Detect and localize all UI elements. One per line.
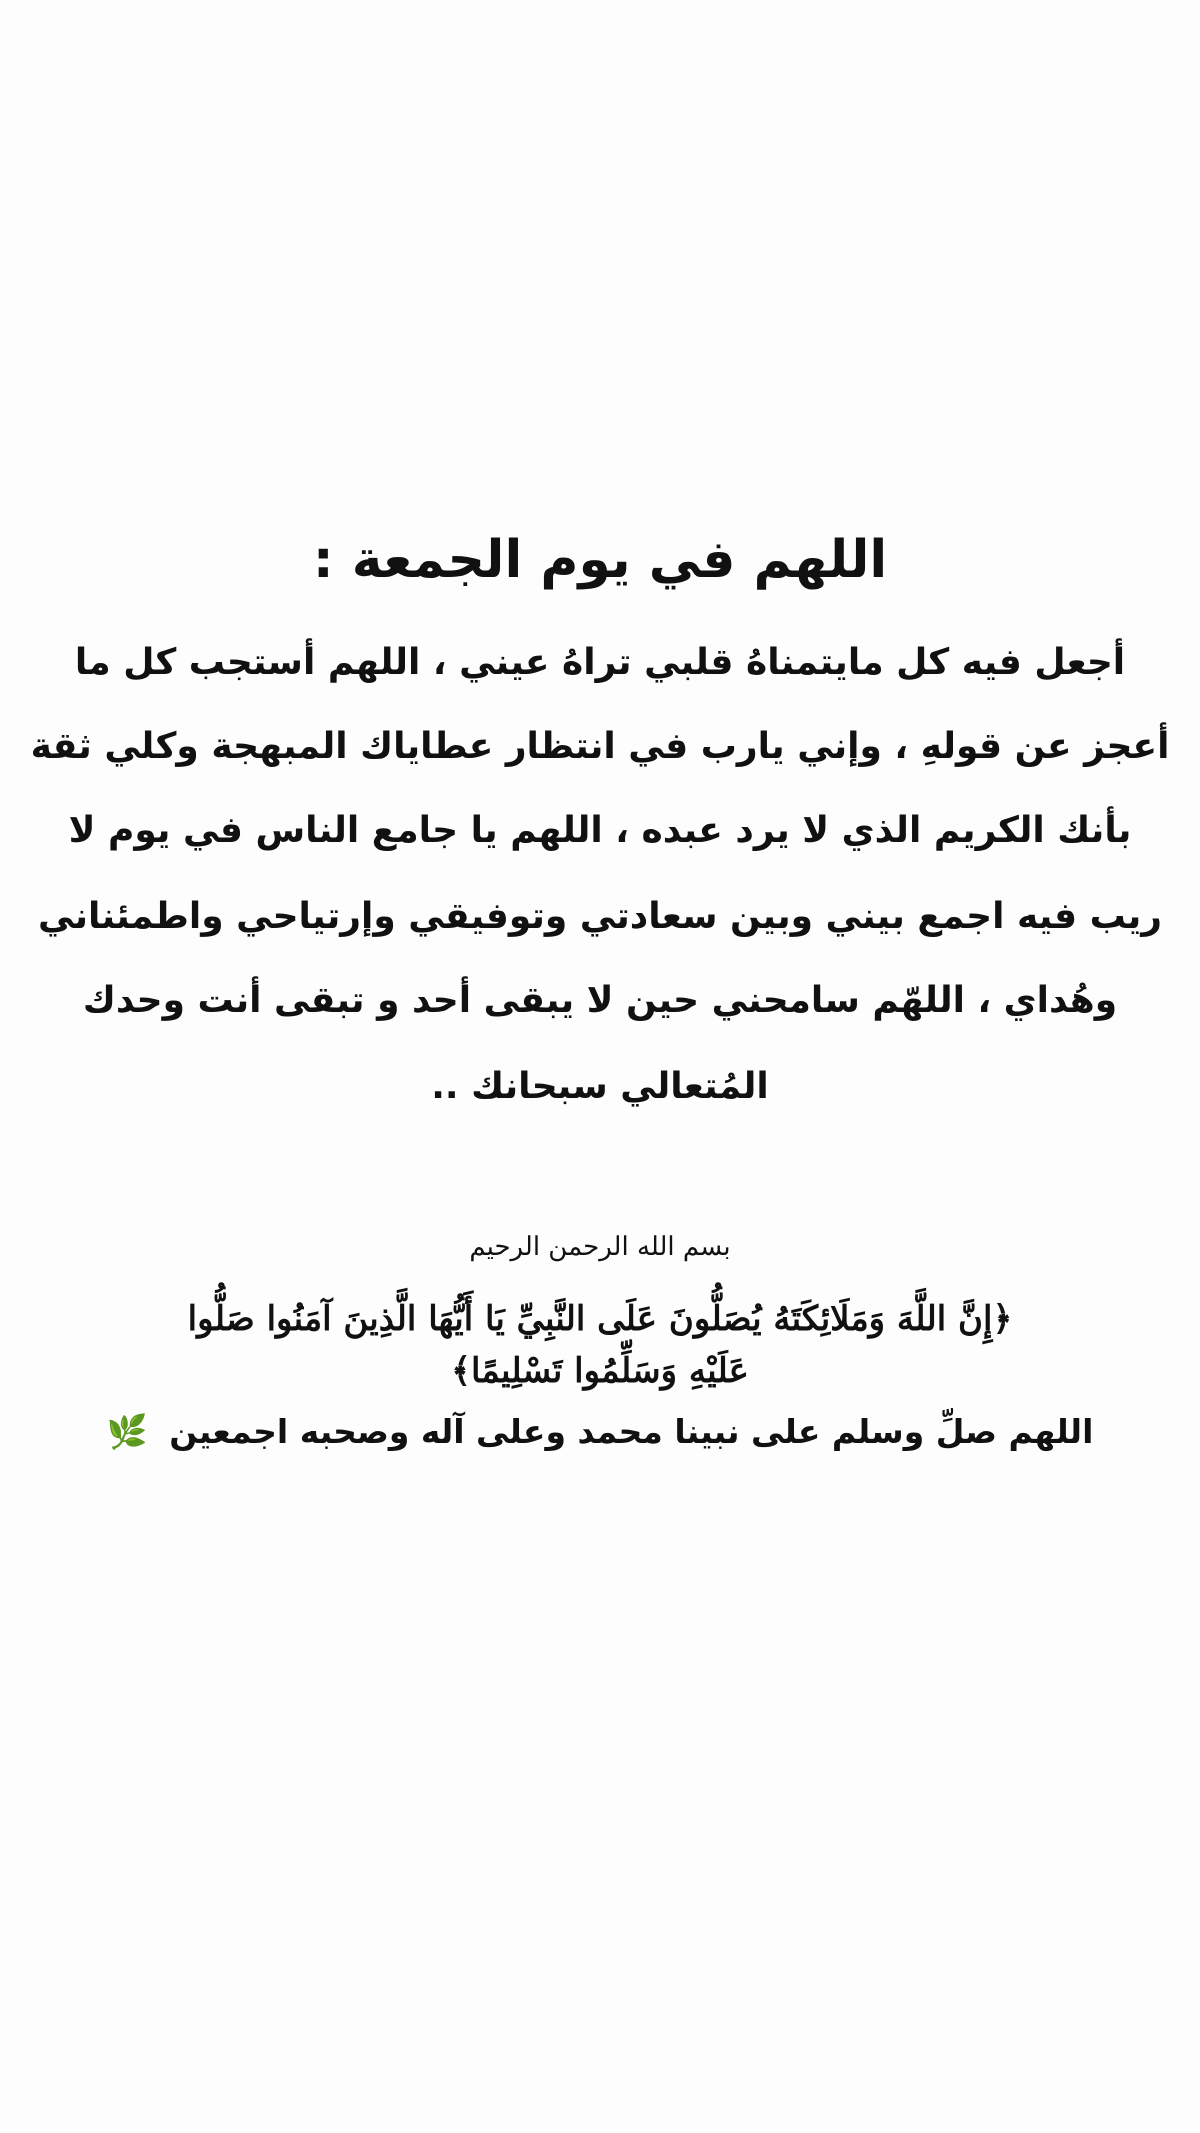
body-line: المُتعالي سبحانك .. xyxy=(431,1066,769,1107)
salat-line xyxy=(0,1412,1200,1452)
body-line: وهُداي ، اللهّم سامحني حين لا يبقى أحد و تبقى أنت وحدك xyxy=(82,980,1118,1021)
body-line: أجعل فيه كل مايتمناهُ قلبي تراهُ عيني ، اللهم أستجب كل ما xyxy=(74,642,1126,683)
verse-line: عَلَيْهِ وَسَلِّمُوا تَسْلِيمًا﴾ xyxy=(451,1351,749,1391)
body-line: ريب فيه اجمع بيني وبين سعادتي وتوفيقي وإرتياحي واطمئناني xyxy=(38,896,1162,937)
body-line: بأنك الكريم الذي لا يرد عبده ، اللهم يا جامع الناس في يوم لا xyxy=(68,810,1132,851)
page-title: اللهم في يوم الجمعة : xyxy=(312,530,888,590)
salat-text: اللهم صلِّ وسلم على نبينا محمد وعلى آله وصحبه اجمعين xyxy=(169,1412,1094,1451)
verse-line: ﴿إِنَّ اللَّهَ وَمَلَائِكَتَهُ يُصَلُّونَ عَلَى النَّبِيِّ يَا أَيُّهَا الَّذِينَ آمَنُوا صَلُّوا xyxy=(187,1299,1013,1339)
body-line: أعجز عن قولهِ ، وإني يارب في انتظار عطاياك المبهجة وكلي ثقة xyxy=(30,726,1170,767)
basmala: بسم الله الرحمن الرحيم xyxy=(469,1232,731,1262)
leaf-icon: 🌿 xyxy=(106,1412,148,1451)
